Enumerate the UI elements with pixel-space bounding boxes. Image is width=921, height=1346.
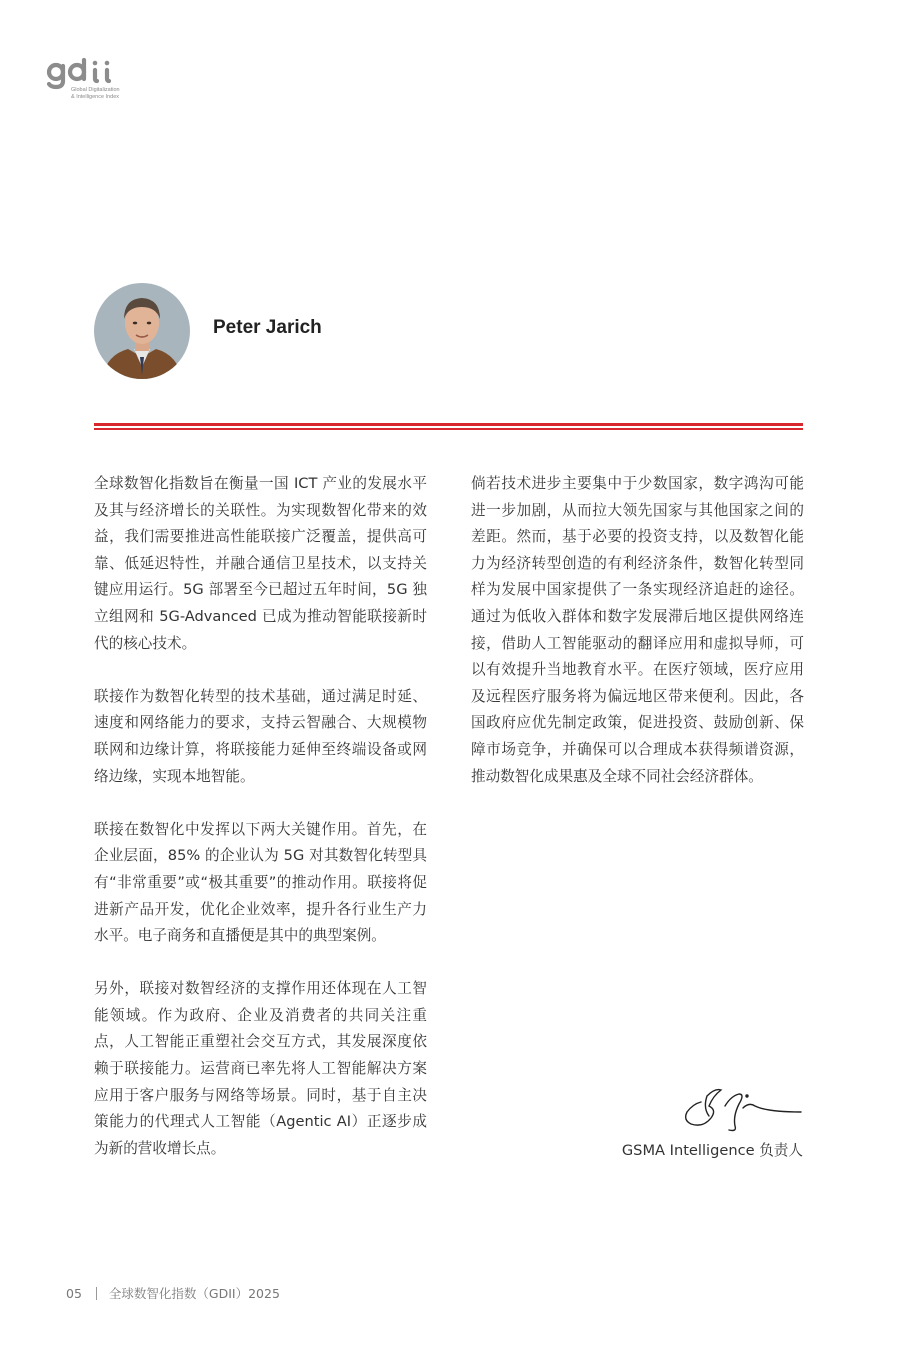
- paragraph: 联接作为数智化转型的技术基础，通过满足时延、速度和网络能力的要求，支持云智融合、大规模物联网和边缘计算，将联接能力延伸至终端设备或网络边缘，实现本地智能。: [94, 687, 427, 785]
- page-footer: [66, 1284, 280, 1302]
- gdii-wordmark-icon: [45, 56, 127, 90]
- author-photo-icon: [94, 283, 190, 379]
- author-name: Peter Jarich: [213, 317, 322, 338]
- footer-title: 全球数智化指数（GDII）2025: [108, 1286, 280, 1301]
- paragraph: 倘若技术进步主要集中于少数国家，数字鸿沟可能进一步加剧，从而拉大领先国家与其他国家之间的差距。然而，基于必要的投资支持，以及数智化能力为经济转型创造的有利经济条件，数智化转型同样为发展中国家提供了一条实现经济追赶的途径。通过为低收入群体和数字发展滞后地区提供网络连接，借助人工智能驱动的翻译应用和虚拟导师，可以有效提升当地教育水平。在医疗领域，医疗应用及远程医疗服务将为偏远地区带来便利。因此，各国政府应优先制定政策，促进投资、鼓励创新、保障市场竞争，并确保可以合理成本获得频谱资源，推动数智化成果惠及全球不同社会经济群体。: [471, 475, 804, 785]
- footer-divider: [96, 1287, 97, 1300]
- paragraph: 另外，联接对数智经济的支撑作用还体现在人工智能领域。作为政府、企业及消费者的共同关注重点，人工智能正重塑社会交互方式，其发展深度依赖于联接能力。运营商已率先将人工智能解决方案应用于客户服务与网络等场景。同时，基于自主决策能力的代理式人工智能（Agentic AI）正逐步成为新的营收增长点。: [94, 980, 427, 1157]
- gdii-logo: [45, 56, 155, 106]
- page-number: 05: [66, 1286, 82, 1301]
- logo-tagline-line2: & Intelligence Index: [71, 93, 120, 100]
- paragraph: 全球数智化指数旨在衡量一国 ICT 产业的发展水平及其与经济增长的关联性。为实现数智化带来的效益，我们需要推进高性能联接广泛覆盖，提供高可靠、低延迟特性，并融合通信卫星技术，以支持关键应用运行。5G 部署至今已超过五年时间，5G 独立组网和 5G-Advanced 已成为推动智能联接新时代的核心技术。: [94, 475, 427, 652]
- accent-rule-bottom: [94, 428, 803, 430]
- accent-rule-top: [94, 423, 803, 426]
- signature-role: GSMA Intelligence 负责人: [621, 1142, 803, 1159]
- paragraph: 联接在数智化中发挥以下两大关键作用。首先，在企业层面，85% 的企业认为 5G 对其数智化转型具有“非常重要”或“极其重要”的推动作用。联接将促进新产品开发，优化企业效率，提升各行业生产力水平。电子商务和直播便是其中的典型案例。: [94, 820, 427, 945]
- logo-tagline-line1: Global Digitalization: [71, 87, 120, 93]
- left-column: [94, 471, 427, 1189]
- right-column: [471, 471, 804, 817]
- signature-icon: [683, 1082, 805, 1132]
- author-portrait: [94, 283, 190, 379]
- logo-tagline: [71, 87, 120, 100]
